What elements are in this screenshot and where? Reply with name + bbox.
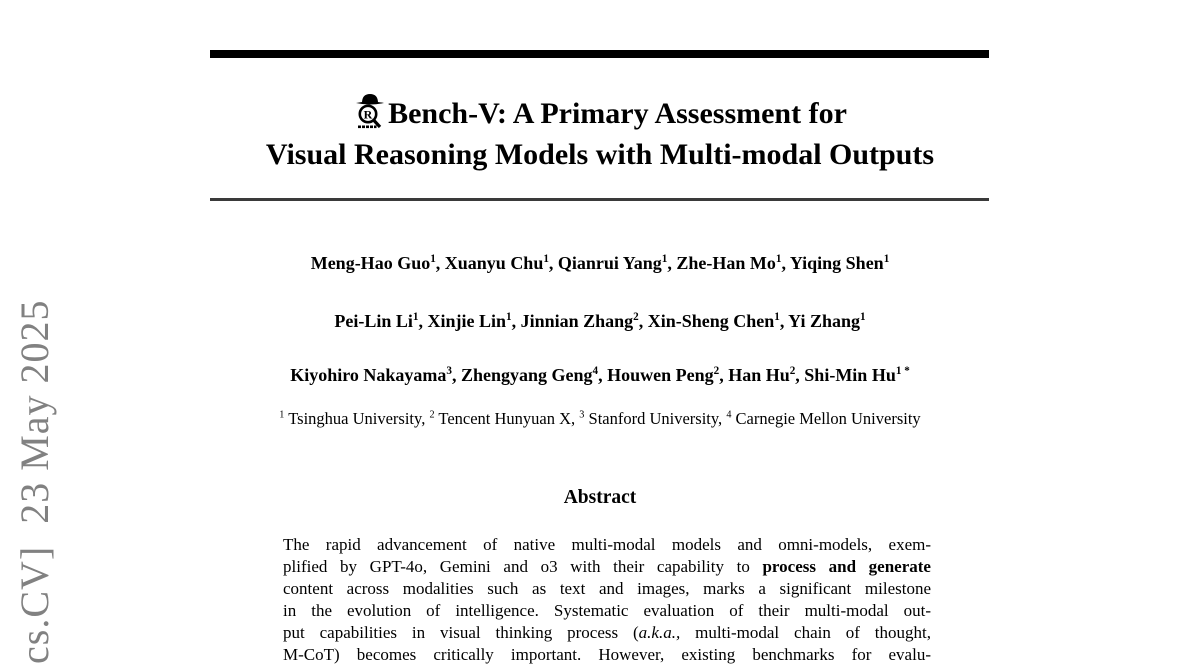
author-separator: , xyxy=(451,365,461,385)
affiliation-superscript: 2 xyxy=(429,409,435,421)
abstract-text-segment: M-CoT) becomes critically important. However, existing benchmarks for evalu- xyxy=(283,645,931,664)
author-separator: , xyxy=(511,311,521,331)
abstract-line xyxy=(283,644,931,666)
arxiv-stamp: cs.CV] 23 May 2025 xyxy=(12,299,57,664)
abstract-text-segment: plified by GPT-4o, Gemini and o3 with their capability to xyxy=(283,557,763,576)
author-name: Han Hu xyxy=(728,365,790,385)
author-superscript: 1 xyxy=(883,253,890,265)
author-separator: , xyxy=(418,311,428,331)
author-name: Yiqing Shen xyxy=(789,253,884,273)
author-superscript: 3 xyxy=(446,365,452,377)
svg-text:R: R xyxy=(363,107,373,122)
author-entry xyxy=(676,253,789,273)
author-separator: , xyxy=(638,311,648,331)
abstract-text-segment: multi-modal chain of thought, xyxy=(680,623,932,642)
author-name: Qianrui Yang xyxy=(557,253,662,273)
author-separator: , xyxy=(548,253,558,273)
author-separator: , xyxy=(719,365,729,385)
author-entry xyxy=(461,365,607,385)
title-line-1-text: Bench-V: A Primary Assessment for xyxy=(388,97,847,130)
title-line-1 xyxy=(353,97,847,130)
abstract-line xyxy=(283,578,931,600)
author-separator: , xyxy=(795,365,805,385)
abstract-text-segment: process and generate xyxy=(762,557,931,576)
author-superscript: 2 xyxy=(713,365,720,377)
author-separator: , xyxy=(598,365,608,385)
author-name: Meng-Hao Guo xyxy=(310,253,431,273)
abstract-line xyxy=(283,534,931,556)
author-entry xyxy=(290,365,461,385)
author-entry xyxy=(311,253,445,273)
author-line-2 xyxy=(0,311,1200,332)
author-superscript: 1 xyxy=(661,253,668,265)
affiliation-entry xyxy=(579,409,726,428)
affiliation-name: Tencent Hunyuan X, xyxy=(434,409,580,428)
author-entry xyxy=(445,253,558,273)
affiliations-line xyxy=(0,409,1200,429)
title-top-rule xyxy=(210,50,989,58)
author-entry xyxy=(521,311,648,331)
affiliation-entry xyxy=(429,409,579,428)
abstract-line xyxy=(283,622,931,644)
author-name: Zhe-Han Mo xyxy=(676,253,776,273)
affiliation-name: Stanford University, xyxy=(584,409,727,428)
author-name: Xin-Sheng Chen xyxy=(647,311,775,331)
author-entry xyxy=(607,365,728,385)
author-entry xyxy=(728,365,804,385)
author-entry xyxy=(790,253,889,273)
abstract-line xyxy=(283,556,931,578)
author-separator: , xyxy=(781,253,790,273)
abstract-heading: Abstract xyxy=(563,487,637,508)
abstract-text-segment: put capabilities in visual thinking process ( xyxy=(283,623,639,642)
author-name: Pei-Lin Li xyxy=(334,311,413,331)
author-superscript: 2 xyxy=(633,311,639,323)
rbench-logo-icon xyxy=(353,92,387,132)
author-superscript: 1 xyxy=(860,311,866,323)
abstract-line xyxy=(283,600,931,622)
author-entry xyxy=(334,311,427,331)
author-entry xyxy=(427,311,520,331)
abstract-text-segment: content across modalities such as text and images, marks a significant milestone xyxy=(283,579,931,598)
author-separator: , xyxy=(667,253,677,273)
author-name: Kiyohiro Nakayama xyxy=(290,365,447,385)
affiliation-name: Carnegie Mellon University xyxy=(731,409,921,428)
author-separator: , xyxy=(435,253,445,273)
author-line-3 xyxy=(0,365,1200,386)
author-name: Xuanyu Chu xyxy=(444,253,544,273)
author-superscript: 4 xyxy=(592,365,599,377)
affiliation-superscript: 1 xyxy=(279,409,285,421)
author-separator: , xyxy=(779,311,789,331)
affiliation-entry xyxy=(726,409,920,428)
author-name: Shi-Min Hu xyxy=(804,365,896,385)
author-superscript: 1 xyxy=(430,253,436,265)
author-superscript: 1 xyxy=(543,253,549,265)
author-superscript: 1 xyxy=(412,311,419,323)
title-bottom-rule xyxy=(210,198,989,201)
title-line-2: Visual Reasoning Models with Multi-modal Outputs xyxy=(265,138,935,171)
affiliation-superscript: 3 xyxy=(579,409,585,421)
author-entry xyxy=(788,311,865,331)
author-name: Jinnian Zhang xyxy=(520,311,634,331)
author-entry xyxy=(648,311,788,331)
affiliation-entry xyxy=(279,409,429,428)
affiliation-superscript: 4 xyxy=(726,409,732,421)
abstract-body xyxy=(283,534,931,666)
author-superscript: 2 xyxy=(789,365,796,377)
author-superscript: 1 xyxy=(774,311,780,323)
author-name: Xinjie Lin xyxy=(427,311,506,331)
abstract-text-segment: a.k.a., xyxy=(638,623,681,642)
abstract-text-segment: The rapid advancement of native multi-modal models and omni-models, exem- xyxy=(283,535,931,554)
author-entry xyxy=(558,253,676,273)
author-name: Yi Zhang xyxy=(788,311,861,331)
author-line-1 xyxy=(0,253,1200,274)
author-superscript: 1 xyxy=(505,311,512,323)
author-superscript: 1 * xyxy=(895,365,910,377)
abstract-text-segment: in the evolution of intelligence. Systematic evaluation of their multi-modal out- xyxy=(283,601,931,620)
author-superscript: 1 xyxy=(775,253,782,265)
author-name: Houwen Peng xyxy=(607,365,714,385)
paper-title xyxy=(0,92,1200,175)
author-name: Zhengyang Geng xyxy=(460,365,593,385)
affiliation-name: Tsinghua University, xyxy=(284,409,430,428)
author-entry xyxy=(804,365,909,385)
